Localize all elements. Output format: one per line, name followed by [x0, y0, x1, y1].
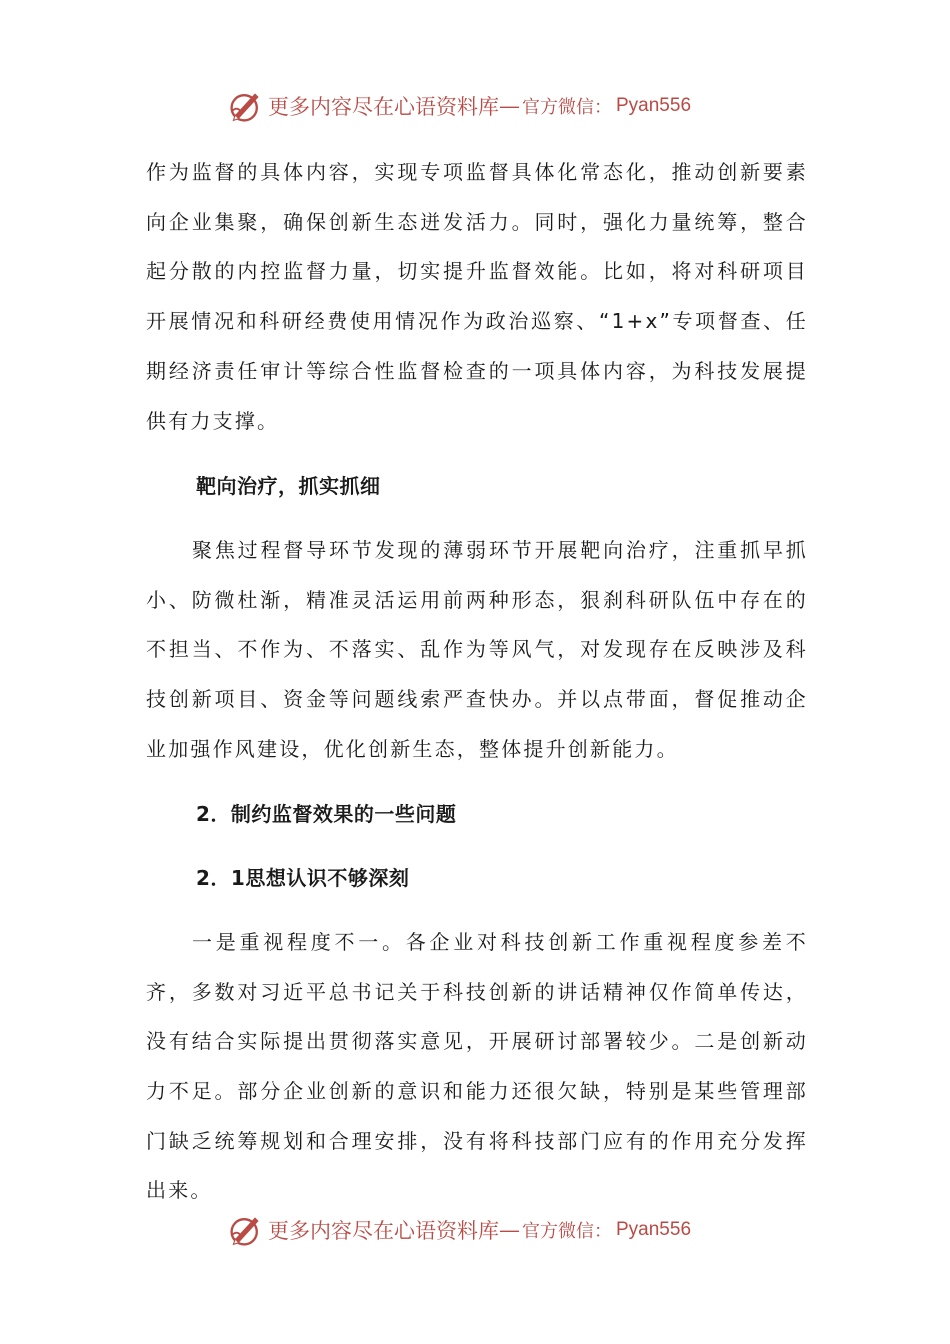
body-paragraph-1: 作为监督的具体内容，实现专项监督具体化常态化，推动创新要素向企业集聚，确保创新生态迸发活力。同时，强化力量统筹，整合起分散的内控监督力量，切实提升监督效能。比如，将对科研项目开展情况和科研经费使用情况作为政治巡察、“1+x”专项督查、任期经济责任审计等综合性监督检查的一项具体内容，为科技发展提供有力支撑。 — [146, 160, 808, 433]
banner-wechat-label: 官方微信： — [522, 1221, 612, 1242]
pen-logo-icon — [228, 1212, 264, 1248]
banner-wechat-id: Pyan556 — [616, 95, 692, 116]
section-heading-targeted-treatment: 靶向治疗，抓实抓细 — [196, 474, 381, 499]
banner-main-text: 更多内容尽在心语资料库 — [268, 1219, 499, 1243]
section-heading-2: 2．制约监督效果的一些问题 — [196, 802, 457, 827]
banner-dash: — — [499, 1218, 520, 1242]
header-watermark-banner — [228, 86, 691, 126]
banner-wechat-id: Pyan556 — [616, 1219, 692, 1240]
pen-logo-icon — [228, 88, 264, 124]
banner-wechat-label: 官方微信： — [522, 97, 612, 118]
section-heading-2-1: 2．1思想认识不够深刻 — [196, 866, 410, 891]
banner-main-text: 更多内容尽在心语资料库 — [268, 95, 499, 119]
footer-watermark-banner — [228, 1210, 691, 1250]
document-body — [146, 148, 808, 1216]
banner-dash: — — [499, 94, 520, 118]
body-paragraph-3: 一是重视程度不一。各企业对科技创新工作重视程度参差不齐，多数对习近平总书记关于科技创新的讲话精神仅作简单传达，没有结合实际提出贯彻落实意见，开展研讨部署较少。二是创新动力不足。部分企业创新的意识和能力还很欠缺，特别是某些管理部门缺乏统筹规划和合理安排，没有将科技部门应有的作用充分发挥出来。 — [146, 929, 808, 1203]
body-paragraph-2: 聚焦过程督导环节发现的薄弱环节开展靶向治疗，注重抓早抓小、防微杜渐，精准灵活运用前两种形态，狠刹科研队伍中存在的不担当、不作为、不落实、乱作为等风气，对发现存在反映涉及科技创新项目、资金等问题线索严查快办。并以点带面，督促推动企业加强作风建设，优化创新生态，整体提升创新能力。 — [146, 537, 808, 761]
